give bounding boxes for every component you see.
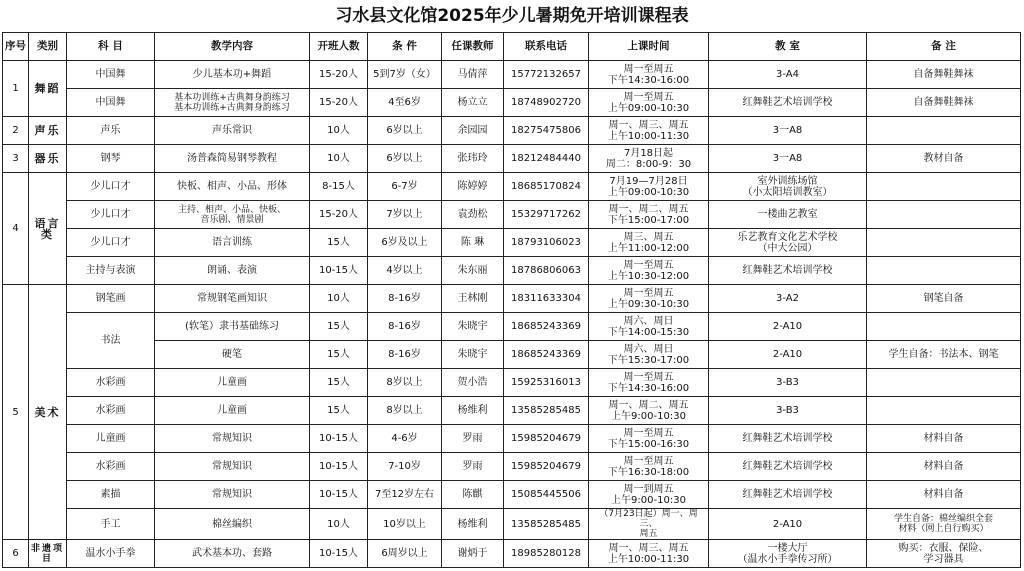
row-teacher: 王林刚 — [442, 285, 504, 313]
row-time: 周一至周五 上午09:00-10:30 — [589, 89, 709, 117]
row-time: 周六、周日 下午15:30-17:00 — [589, 341, 709, 369]
table-row — [3, 509, 1021, 540]
row-note — [867, 369, 1021, 397]
table-row — [3, 453, 1021, 481]
row-phone: 15985204679 — [504, 453, 589, 481]
row-room: 红舞鞋艺术培训学校 — [709, 453, 867, 481]
table-row — [3, 313, 1021, 341]
row-time: 周一、周二、周五 下午15:00-17:00 — [589, 201, 709, 229]
row-phone: 15085445506 — [504, 481, 589, 509]
row-condition: 10岁以上 — [368, 509, 442, 540]
row-condition: 6岁以上 — [368, 145, 442, 173]
row-content: 棉丝编织 — [155, 509, 310, 540]
row-teacher: 袁劲松 — [442, 201, 504, 229]
row-size: 10人 — [310, 145, 368, 173]
row-content: 语言训练 — [155, 229, 310, 257]
row-time: 周一至周五 下午16:30-18:00 — [589, 453, 709, 481]
row-size: 15-20人 — [310, 61, 368, 89]
row-content: 基本功训练+古典舞身韵练习 基本功训练+古典舞身韵练习 — [155, 89, 310, 117]
row-size: 10人 — [310, 509, 368, 540]
header-note: 备 注 — [867, 33, 1021, 61]
row-size: 8-15人 — [310, 173, 368, 201]
row-condition: 6岁及以上 — [368, 229, 442, 257]
row-category: 声乐 — [29, 117, 67, 145]
row-time: 周一、周二、周五 上午9:00-10:30 — [589, 397, 709, 425]
row-subject: 水彩画 — [67, 453, 155, 481]
row-subject: 中国舞 — [67, 89, 155, 117]
row-teacher: 罗雨 — [442, 425, 504, 453]
row-room: 一楼大厅 （温水小手拳传习所） — [709, 540, 867, 568]
row-size: 15人 — [310, 397, 368, 425]
row-no: 3 — [3, 145, 29, 173]
row-content: 常规知识 — [155, 481, 310, 509]
row-note — [867, 229, 1021, 257]
row-condition: 7至12岁左右 — [368, 481, 442, 509]
row-subject: 声乐 — [67, 117, 155, 145]
row-phone: 18748902720 — [504, 89, 589, 117]
header-no: 序号 — [3, 33, 29, 61]
row-size: 10人 — [310, 285, 368, 313]
row-subject: 水彩画 — [67, 397, 155, 425]
row-subject: 钢笔画 — [67, 285, 155, 313]
row-subject: 少儿口才 — [67, 173, 155, 201]
row-teacher: 张玮玲 — [442, 145, 504, 173]
row-subject: 温水小手拳 — [67, 540, 155, 568]
row-size: 10-15人 — [310, 425, 368, 453]
table-row — [3, 341, 1021, 369]
row-content: (软笔）隶书基础练习 — [155, 313, 310, 341]
table-row — [3, 425, 1021, 453]
schedule-table — [2, 32, 1021, 568]
row-phone: 15985204679 — [504, 425, 589, 453]
row-note: 学生自备：书法本、钢笔 — [867, 341, 1021, 369]
row-room: 3-B3 — [709, 369, 867, 397]
row-time: 周一、周三、周五 上午10:00-11:30 — [589, 540, 709, 568]
row-size: 10-15人 — [310, 257, 368, 285]
row-condition: 8-16岁 — [368, 285, 442, 313]
row-note: 教材自备 — [867, 145, 1021, 173]
row-condition: 6周岁以上 — [368, 540, 442, 568]
row-time: 周一、周三、周五 上午10:00-11:30 — [589, 117, 709, 145]
row-note: 材料自备 — [867, 481, 1021, 509]
row-teacher: 杨维利 — [442, 397, 504, 425]
row-condition: 6岁以上 — [368, 117, 442, 145]
row-room: 3-A2 — [709, 285, 867, 313]
row-note — [867, 313, 1021, 341]
row-room: 乐艺教育文化艺术学校 （中大公园） — [709, 229, 867, 257]
row-content: 少儿基本功+舞蹈 — [155, 61, 310, 89]
header-size: 开班人数 — [310, 33, 368, 61]
row-room: 红舞鞋艺术培训学校 — [709, 425, 867, 453]
row-room: 室外训练场馆 （小太阳培训教室） — [709, 173, 867, 201]
header-category: 类别 — [29, 33, 67, 61]
table-row — [3, 481, 1021, 509]
row-room: 3一A8 — [709, 117, 867, 145]
row-room: 红舞鞋艺术培训学校 — [709, 481, 867, 509]
row-note — [867, 201, 1021, 229]
row-condition: 6-7岁 — [368, 173, 442, 201]
row-phone: 13585285485 — [504, 509, 589, 540]
row-teacher: 陈婷婷 — [442, 173, 504, 201]
header-condition: 条 件 — [368, 33, 442, 61]
row-size: 10-15人 — [310, 481, 368, 509]
table-row — [3, 145, 1021, 173]
row-content: 硬笔 — [155, 341, 310, 369]
row-no: 6 — [3, 540, 29, 568]
table-row — [3, 257, 1021, 285]
row-note: 自备舞鞋舞袜 — [867, 89, 1021, 117]
row-teacher: 谢炳于 — [442, 540, 504, 568]
row-room: 红舞鞋艺术培训学校 — [709, 257, 867, 285]
table-row — [3, 229, 1021, 257]
row-phone: 18685243369 — [504, 313, 589, 341]
row-phone: 18685170824 — [504, 173, 589, 201]
header-row — [3, 33, 1021, 61]
table-row — [3, 117, 1021, 145]
row-room: 3一A8 — [709, 145, 867, 173]
row-size: 10-15人 — [310, 453, 368, 481]
row-subject: 少儿口才 — [67, 229, 155, 257]
row-time: 周三、周五 上午11:00-12:00 — [589, 229, 709, 257]
row-room: 2-A10 — [709, 509, 867, 540]
page-title: 习水县文化馆2025年少儿暑期免开培训课程表 — [335, 6, 689, 26]
row-condition: 8-16岁 — [368, 341, 442, 369]
row-condition: 5到7岁（女） — [368, 61, 442, 89]
row-room: 一楼曲艺教室 — [709, 201, 867, 229]
row-content: 常规钢笔画知识 — [155, 285, 310, 313]
row-condition: 8-16岁 — [368, 313, 442, 341]
row-time: 7月18日起 周二：8:00-9：30 — [589, 145, 709, 173]
row-note: 材料自备 — [867, 453, 1021, 481]
row-size: 15-20人 — [310, 89, 368, 117]
header-subject: 科 目 — [67, 33, 155, 61]
row-room: 2-A10 — [709, 313, 867, 341]
row-size: 10-15人 — [310, 540, 368, 568]
row-subject: 手工 — [67, 509, 155, 540]
row-size: 15人 — [310, 313, 368, 341]
row-subject: 中国舞 — [67, 61, 155, 89]
row-condition: 4-6岁 — [368, 425, 442, 453]
row-size: 10人 — [310, 117, 368, 145]
row-teacher: 陈麒 — [442, 481, 504, 509]
row-teacher: 杨维利 — [442, 509, 504, 540]
row-condition: 7岁以上 — [368, 201, 442, 229]
table-row — [3, 201, 1021, 229]
row-condition: 8岁以上 — [368, 397, 442, 425]
row-content: 朗诵、表演 — [155, 257, 310, 285]
row-category: 美术 — [29, 285, 67, 540]
row-condition: 4岁以上 — [368, 257, 442, 285]
row-teacher: 马倩萍 — [442, 61, 504, 89]
row-phone: 18685243369 — [504, 341, 589, 369]
row-teacher: 杨立立 — [442, 89, 504, 117]
header-time: 上课时间 — [589, 33, 709, 61]
row-subject: 钢琴 — [67, 145, 155, 173]
row-teacher: 朱东丽 — [442, 257, 504, 285]
header-phone: 联系电话 — [504, 33, 589, 61]
row-no: 1 — [3, 61, 29, 117]
row-subject: 少儿口才 — [67, 201, 155, 229]
row-phone: 13585285485 — [504, 397, 589, 425]
row-category: 舞蹈 — [29, 61, 67, 117]
table-row — [3, 540, 1021, 568]
row-condition: 4至6岁 — [368, 89, 442, 117]
row-note — [867, 117, 1021, 145]
row-subject: 素描 — [67, 481, 155, 509]
row-phone: 15772132657 — [504, 61, 589, 89]
row-time: 周六、周日 下午14:00-15:30 — [589, 313, 709, 341]
row-subject: 水彩画 — [67, 369, 155, 397]
header-content: 教学内容 — [155, 33, 310, 61]
row-time: （7月23日起）周一、周三、 周五 — [589, 509, 709, 540]
row-content: 常规知识 — [155, 425, 310, 453]
row-time: 周一至周五 上午09:30-10:30 — [589, 285, 709, 313]
row-condition: 7-10岁 — [368, 453, 442, 481]
row-room: 红舞鞋艺术培训学校 — [709, 89, 867, 117]
row-note: 材料自备 — [867, 425, 1021, 453]
table-row — [3, 369, 1021, 397]
row-teacher: 罗雨 — [442, 453, 504, 481]
row-no: 4 — [3, 173, 29, 285]
row-size: 15人 — [310, 229, 368, 257]
row-category: 非遗项目 — [29, 540, 67, 568]
row-phone: 15925316013 — [504, 369, 589, 397]
row-phone: 18786806063 — [504, 257, 589, 285]
row-content: 主持、相声、小品、快板、 音乐剧、情景剧 — [155, 201, 310, 229]
row-subject: 书法 — [67, 313, 155, 369]
table-row — [3, 397, 1021, 425]
row-note: 自备舞鞋舞袜 — [867, 61, 1021, 89]
row-content: 儿童画 — [155, 397, 310, 425]
row-teacher: 陈 琳 — [442, 229, 504, 257]
row-note — [867, 397, 1021, 425]
row-room: 3-B3 — [709, 397, 867, 425]
row-content: 武术基本功、套路 — [155, 540, 310, 568]
row-note: 购买：衣服、保险、 学习器具 — [867, 540, 1021, 568]
row-category: 器乐 — [29, 145, 67, 173]
row-subject: 主持与表演 — [67, 257, 155, 285]
header-room: 教 室 — [709, 33, 867, 61]
row-phone: 18311633304 — [504, 285, 589, 313]
row-phone: 18985280128 — [504, 540, 589, 568]
header-teacher: 任课教师 — [442, 33, 504, 61]
row-teacher: 贺小浩 — [442, 369, 504, 397]
row-phone: 15329717262 — [504, 201, 589, 229]
row-no: 5 — [3, 285, 29, 540]
row-size: 15人 — [310, 341, 368, 369]
row-subject: 儿童画 — [67, 425, 155, 453]
row-phone: 18793106023 — [504, 229, 589, 257]
row-time: 周一至周五 下午14:30-16:00 — [589, 61, 709, 89]
row-no: 2 — [3, 117, 29, 145]
row-time: 周一至周五 上午10:30-12:00 — [589, 257, 709, 285]
table-row — [3, 89, 1021, 117]
row-content: 声乐常识 — [155, 117, 310, 145]
row-condition: 8岁以上 — [368, 369, 442, 397]
row-size: 15-20人 — [310, 201, 368, 229]
row-note — [867, 173, 1021, 201]
row-size: 15人 — [310, 369, 368, 397]
row-content: 常规知识 — [155, 453, 310, 481]
row-room: 3-A4 — [709, 61, 867, 89]
row-time: 周一至周五 下午14:30-16:00 — [589, 369, 709, 397]
row-phone: 18212484440 — [504, 145, 589, 173]
row-content: 儿童画 — [155, 369, 310, 397]
row-room: 2-A10 — [709, 341, 867, 369]
row-note: 学生自备：棉丝编织全套 材料（网上自行购买） — [867, 509, 1021, 540]
row-category: 语言类 — [29, 173, 67, 285]
table-row — [3, 285, 1021, 313]
row-content: 汤普森简易钢琴教程 — [155, 145, 310, 173]
row-time: 周一到周五 上午9:00-10:30 — [589, 481, 709, 509]
table-row — [3, 173, 1021, 201]
row-teacher: 朱晓宇 — [442, 341, 504, 369]
table-row — [3, 61, 1021, 89]
row-teacher: 朱晓宇 — [442, 313, 504, 341]
row-content: 快板、相声、小品、形体 — [155, 173, 310, 201]
row-phone: 18275475806 — [504, 117, 589, 145]
row-time: 7月19—7月28日 上午09:00-10:30 — [589, 173, 709, 201]
row-note: 钢笔自备 — [867, 285, 1021, 313]
row-note — [867, 257, 1021, 285]
row-time: 周一至周五 下午15:00-16:30 — [589, 425, 709, 453]
row-teacher: 余园园 — [442, 117, 504, 145]
